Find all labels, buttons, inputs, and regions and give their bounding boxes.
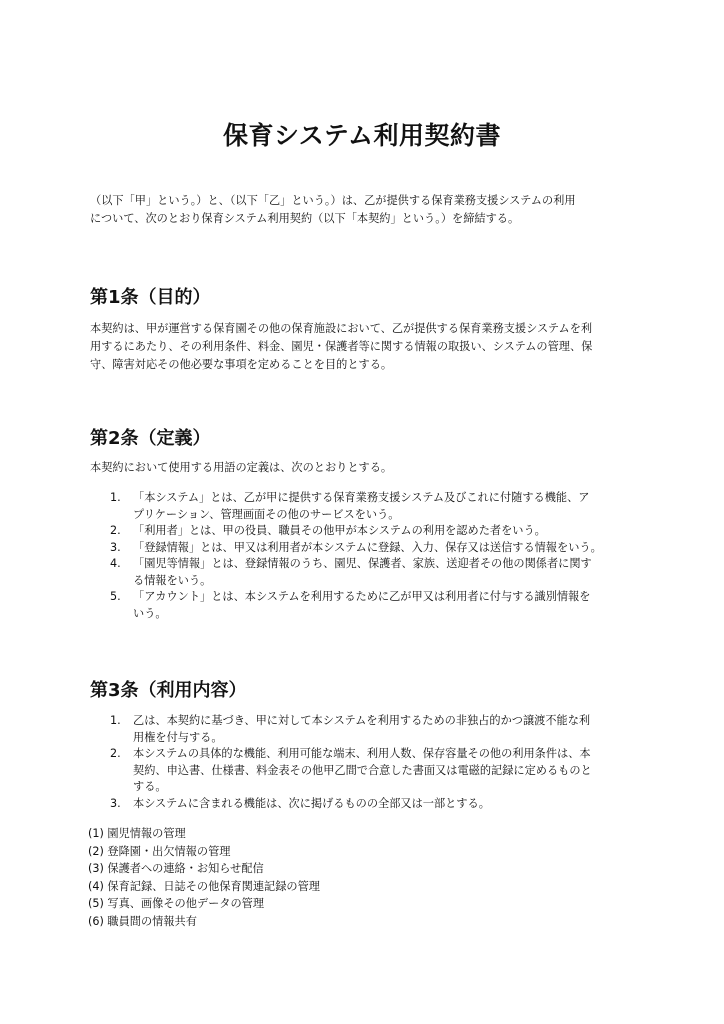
usage-line: 契約、申込書、仕様書、料金表その他甲乙間で合意した書面又は電磁的記録に定めるものと	[133, 763, 592, 777]
usage-line: 用権を付与する。	[133, 730, 223, 744]
usage-item	[90, 796, 650, 813]
article-2-lead	[90, 459, 650, 477]
article-1-body	[90, 320, 650, 374]
article-2-heading: 第2条（定義）	[90, 428, 211, 449]
definition-item	[90, 523, 650, 540]
list-number: 1.	[110, 714, 121, 727]
definition-line: 「アカウント」とは、本システムを利用するために乙が甲又は利用者に付与する識別情報を	[133, 590, 591, 603]
usage-line: 乙は、本契約に基づき、甲に対して本システムを利用するための非独占的かつ譲渡不能な利	[133, 714, 591, 727]
definition-item	[90, 556, 650, 589]
feature-item: (2) 登降園・出欠情報の管理	[88, 844, 231, 858]
definition-item	[90, 490, 650, 523]
definition-line: る情報をいう。	[133, 573, 212, 587]
definition-item	[90, 589, 650, 622]
feature-sublist	[88, 825, 320, 930]
feature-item: (6) 職員間の情報共有	[88, 914, 197, 928]
list-number: 2.	[110, 747, 121, 760]
list-number: 4.	[110, 557, 121, 570]
feature-item: (3) 保護者への連絡・お知らせ配信	[88, 862, 264, 875]
intro-paragraph	[90, 192, 650, 228]
list-number: 3.	[110, 540, 121, 554]
intro-line: （以下「甲」という。）と、（以下「乙」という。）は、乙が提供する保育業務支援システムの利用	[90, 194, 576, 207]
definition-line: プリケーション、管理画面その他のサービスをいう。	[133, 507, 400, 521]
usage-line: 本システムの具体的な機能、利用可能な端末、利用人数、保存容量その他の利用条件は、本	[133, 747, 591, 760]
definition-line: 「利用者」とは、甲の役員、職員その他甲が本システムの利用を認めた者をいう。	[133, 524, 546, 537]
intro-line: について、次のとおり保育システム利用契約（以下「本契約」という。）を締結する。	[90, 212, 520, 225]
definition-line: 「園児等情報」とは、登録情報のうち、園児、保護者、家族、送迎者その他の関係者に関す	[133, 557, 592, 570]
feature-item: (1) 園児情報の管理	[88, 827, 186, 840]
article-1-line: 守、障害対応その他必要な事項を定めることを目的とする。	[90, 358, 393, 371]
definition-list	[90, 490, 650, 622]
definition-line: 「本システム」とは、乙が甲に提供する保育業務支援システム及びこれに付随する機能、ア	[133, 491, 590, 504]
article-1-heading: 第1条（目的）	[90, 287, 211, 308]
feature-item: (4) 保育記録、日誌その他保育関連記録の管理	[88, 879, 320, 893]
list-number: 1.	[110, 491, 121, 504]
usage-line: 本システムに含まれる機能は、次に掲げるものの全部又は一部とする。	[133, 796, 490, 810]
definition-line: 「登録情報」とは、甲又は利用者が本システムに登録、入力、保存又は送信する情報をいう。	[133, 540, 602, 554]
usage-item	[90, 713, 650, 746]
usage-line: する。	[133, 780, 167, 793]
list-number: 3.	[110, 796, 121, 810]
document-title: 保育システム利用契約書	[222, 121, 501, 150]
definition-item	[90, 540, 650, 557]
list-number: 5.	[110, 590, 121, 603]
article-1-line: 用するにあたり、その利用条件、料金、園児・保護者等に関する情報の取扱い、システムの管理、保	[90, 340, 593, 353]
usage-item	[90, 746, 650, 796]
article-3-heading: 第3条（利用内容）	[90, 680, 247, 701]
article-1-line: 本契約は、甲が運営する保育園その他の保育施設において、乙が提供する保育業務支援システムを利	[90, 322, 593, 335]
list-number: 2.	[110, 524, 121, 537]
feature-item: (5) 写真、画像その他データの管理	[88, 897, 265, 910]
definition-line: いう。	[133, 606, 167, 620]
article-2-lead-text: 本契約において使用する用語の定義は、次のとおりとする。	[90, 461, 393, 474]
usage-list	[90, 713, 650, 812]
